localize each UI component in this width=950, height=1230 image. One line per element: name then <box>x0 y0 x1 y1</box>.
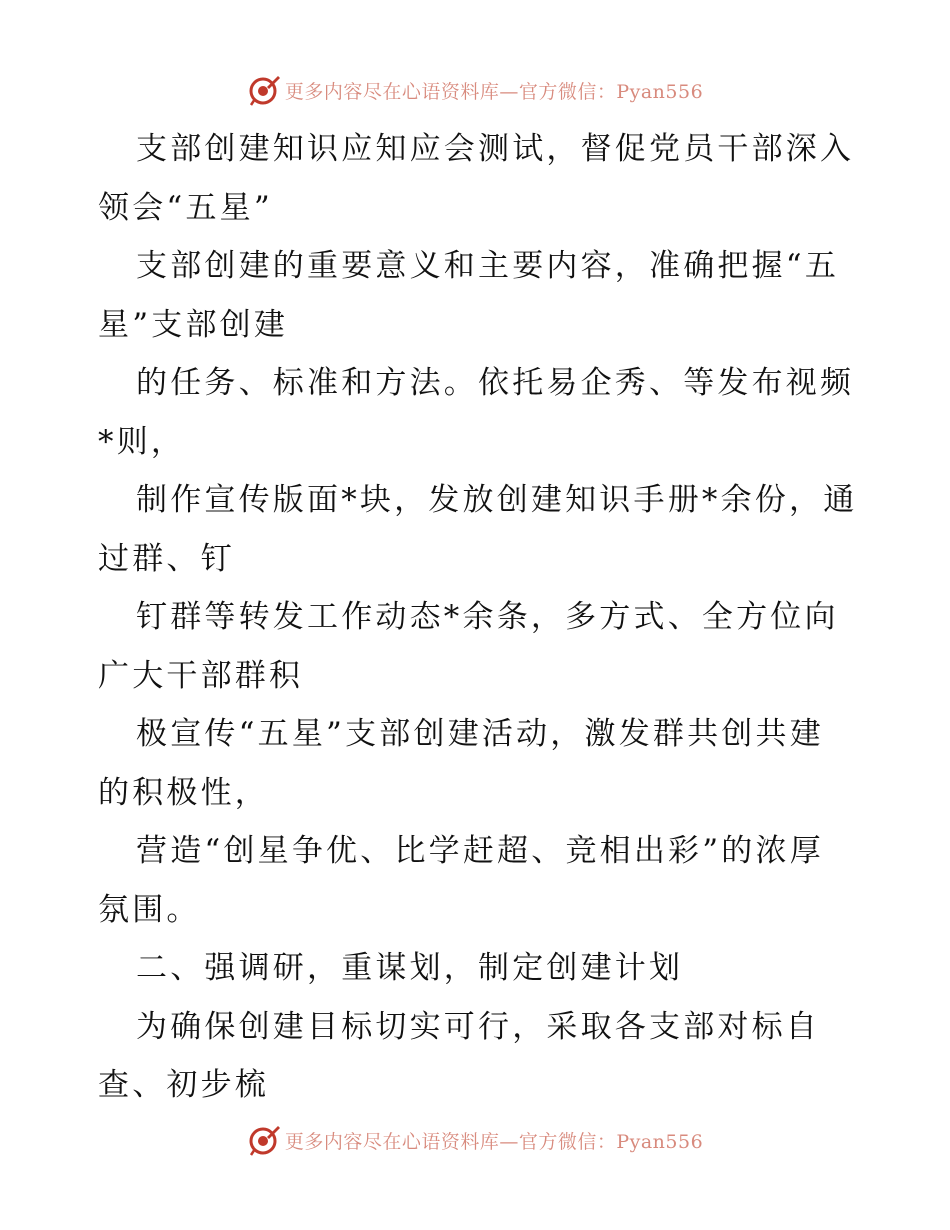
text-line: 的任务、标准和方法。依托易企秀、等发布视频 <box>136 365 855 401</box>
text-line: 氛围。 <box>98 891 201 928</box>
text-line: 营造“创星争优、比学赶超、竞相出彩”的浓厚 <box>136 833 824 869</box>
text-line: 为确保创建目标切实可行，采取各支部对标自 <box>136 1008 820 1045</box>
text-line: 二、强调研，重谋划，制定创建计划 <box>136 950 684 986</box>
text-line: 支部创建知识应知应会测试，督促党员干部深入 <box>136 131 855 167</box>
text-line: 广大干部群积 <box>98 657 304 694</box>
text-line: 极宣传“五星”支部创建活动，激发群共创共建 <box>136 716 824 752</box>
text-line: 钉群等转发工作动态*余条，多方式、全方位向 <box>136 599 839 635</box>
text-line: 制作宣传版面*块，发放创建知识手册*余份，通 <box>136 482 858 518</box>
watermark-text: 更多内容尽在心语资料库—官方微信：Pyan556 <box>284 1130 704 1153</box>
text-line: 的积极性， <box>98 774 269 811</box>
text-line: *则， <box>98 423 186 460</box>
pen-logo-icon <box>247 73 281 107</box>
text-line: 领会“五星” <box>98 189 273 226</box>
watermark-text: 更多内容尽在心语资料库—官方微信：Pyan556 <box>284 80 704 103</box>
document-body <box>98 120 858 1115</box>
footer-watermark <box>0 1120 950 1160</box>
text-line: 支部创建的重要意义和主要内容，准确把握“五 <box>136 248 840 284</box>
header-watermark <box>0 70 950 110</box>
pen-logo-icon <box>247 1123 281 1157</box>
text-line: 查、初步梳 <box>98 1067 269 1103</box>
text-line: 星”支部创建 <box>98 306 289 343</box>
text-line: 过群、钉 <box>98 540 235 577</box>
